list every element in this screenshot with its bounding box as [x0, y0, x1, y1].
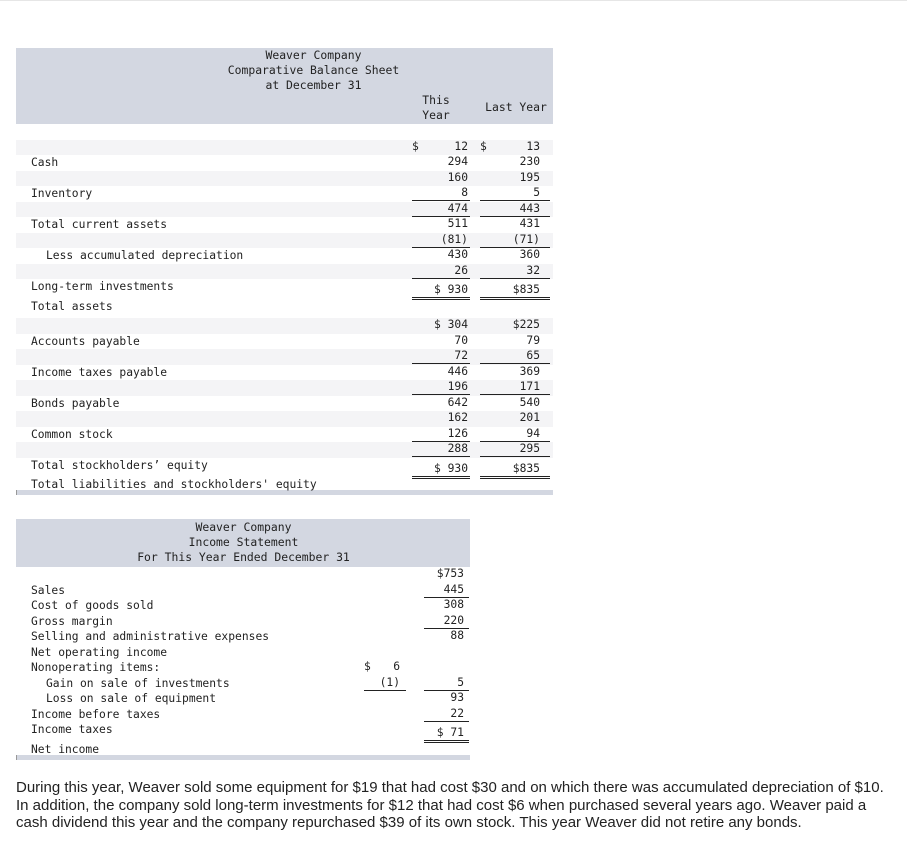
last-year-value: 171	[480, 380, 550, 395]
sub-amount	[364, 660, 406, 674]
this-year-value: 642	[447, 395, 468, 409]
last-year-value: $835	[480, 283, 550, 300]
last-year-value: $225	[512, 318, 540, 331]
amount: 220	[424, 614, 469, 629]
top-divider	[0, 0, 907, 1]
table-row	[16, 334, 553, 350]
statement-date: at December 31	[265, 78, 362, 92]
amount: 445	[424, 583, 469, 598]
table-row	[16, 365, 553, 381]
table-row	[16, 186, 553, 202]
value: 6	[393, 660, 400, 673]
last-year-value: 32	[480, 264, 550, 279]
amount: 93	[450, 691, 464, 704]
sub-amount: (1)	[364, 676, 406, 691]
this-year-value: 430	[447, 248, 468, 261]
balance-sheet-header	[16, 48, 553, 124]
row-label: Total stockholders’ equity	[31, 458, 208, 472]
row-label: Income taxes	[31, 723, 113, 736]
table-row	[16, 283, 553, 313]
last-year-value: 360	[519, 248, 540, 261]
table-row	[16, 396, 553, 412]
table-row	[16, 217, 553, 233]
row-label: Bonds payable	[31, 396, 120, 410]
row-label: Cash	[31, 156, 59, 169]
table-row	[16, 461, 553, 491]
table-row	[16, 427, 553, 443]
liabilities-heading-row	[16, 303, 553, 319]
last-year-value	[480, 140, 550, 154]
last-year-value: 431	[519, 217, 540, 230]
income-statement-title	[116, 520, 371, 565]
last-year-value: $835	[480, 462, 550, 479]
amount: $753	[436, 567, 464, 580]
row-label: Income before taxes	[31, 707, 161, 721]
this-year-value: 511	[447, 217, 468, 230]
row-label: Nonoperating items:	[31, 661, 161, 674]
this-year-value: 72	[412, 349, 470, 364]
currency-symbol: $	[364, 660, 371, 673]
this-year-value: 70	[454, 333, 468, 347]
this-year-value: $ 930	[412, 462, 470, 479]
last-year-value: 94	[480, 427, 550, 442]
last-year-value: 230	[519, 155, 540, 168]
this-year-value: 196	[412, 380, 470, 395]
amount: 22	[424, 707, 469, 722]
balance-sheet	[16, 48, 553, 495]
table-row	[16, 629, 470, 659]
last-year-value: 443	[480, 202, 550, 217]
table-row	[16, 170, 553, 200]
this-year-value: 8	[412, 186, 470, 201]
this-year-value	[412, 140, 470, 154]
row-label: Less accumulated depreciation	[46, 249, 244, 262]
statement-period: For This Year Ended December 31	[137, 550, 350, 564]
row-label: Total current assets	[31, 218, 168, 231]
column-this-year-line2: Year	[422, 108, 450, 122]
last-year-value: 79	[526, 333, 540, 347]
this-year-value: 26	[412, 264, 470, 279]
row-label: Accounts payable	[31, 334, 140, 348]
row-label: Inventory	[31, 187, 93, 200]
table-row	[16, 645, 470, 674]
last-year-value: 369	[519, 364, 540, 378]
column-this-year-line1: This	[422, 93, 450, 107]
this-year-value: 294	[447, 155, 468, 168]
last-year-value: (71)	[480, 233, 550, 248]
this-year-value: 160	[447, 170, 468, 184]
row-label: Gross margin	[31, 614, 113, 628]
amount: 308	[443, 598, 464, 611]
row-label: Gain on sale of investments	[46, 676, 230, 690]
this-year-value: $ 304	[433, 318, 468, 331]
row-label: Total liabilities and stockholders' equity	[31, 478, 317, 491]
currency-symbol: $	[480, 139, 487, 153]
last-year-value: 201	[519, 411, 540, 424]
column-this-year	[412, 93, 460, 123]
currency-symbol: $	[412, 139, 419, 153]
last-year-value: 5	[480, 186, 550, 201]
this-year-value: 288	[412, 442, 470, 457]
value: 13	[526, 139, 540, 153]
table-row	[16, 248, 553, 264]
problem-description: During this year, Weaver sold some equipment for $19 that had cost $30 and on which there was accumulated depreciation of $10. In addition, the company sold long-term investments for $12 that had cost $6 when purchased several years ago. Weaver paid a cash dividend this year and the company repurchased $39 of its own stock. This year Weaver did not retire any bonds.	[16, 779, 884, 831]
amount: $ 71	[424, 726, 469, 743]
value: 12	[454, 139, 468, 153]
row-label: Loss on sale of equipment	[46, 692, 217, 705]
statement-name: Income Statement	[188, 535, 299, 549]
amount: 88	[450, 629, 464, 642]
last-year-value: 540	[519, 395, 540, 409]
table-row	[16, 726, 470, 756]
table-row	[16, 660, 470, 690]
this-year-value: $ 930	[412, 283, 470, 300]
this-year-value: 126	[412, 427, 470, 442]
company-name: Weaver Company	[195, 520, 292, 534]
balance-sheet-title	[186, 48, 441, 93]
this-year-value: 162	[447, 411, 468, 424]
row-label: Common stock	[31, 427, 113, 441]
last-year-value: 65	[480, 349, 550, 364]
amount: 5	[424, 676, 469, 691]
row-label: Cost of goods sold	[31, 599, 154, 612]
row-label: Sales	[31, 583, 66, 597]
this-year-value: 446	[447, 364, 468, 378]
row-label: Income taxes payable	[31, 365, 168, 379]
income-statement	[16, 519, 470, 760]
this-year-value: 474	[412, 202, 470, 217]
table-row	[16, 155, 553, 171]
income-statement-header	[16, 519, 470, 567]
row-label: Total assets	[31, 299, 113, 313]
row-label: Long-term investments	[31, 280, 174, 293]
last-year-value: 195	[519, 170, 540, 184]
company-name: Weaver Company	[265, 48, 362, 62]
this-year-value: (81)	[412, 233, 470, 248]
assets-heading-row	[16, 124, 553, 140]
row-label: Selling and administrative expenses	[31, 630, 270, 643]
statement-name: Comparative Balance Sheet	[227, 63, 400, 77]
last-year-value: 295	[480, 442, 550, 457]
row-label: Net income	[31, 742, 100, 756]
row-label: Net operating income	[31, 645, 168, 659]
column-last-year: Last Year	[485, 100, 547, 114]
